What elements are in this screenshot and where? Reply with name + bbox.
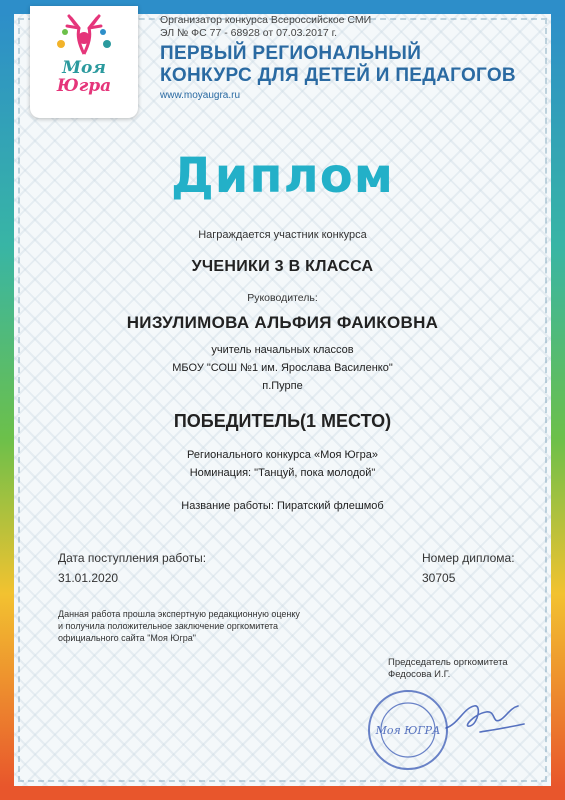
official-stamp-icon	[366, 688, 450, 772]
chair-name: Федосова И.Г.	[388, 669, 451, 680]
position-line3: п.Пурпе	[262, 380, 303, 392]
logo-text-line1: Моя	[62, 58, 106, 78]
date-value: 31.01.2020	[58, 571, 119, 585]
work-title: Название работы: Пиратский флешмоб	[181, 500, 384, 512]
awarded-text: Награждается участник конкурса	[198, 229, 367, 241]
recipient-name: УЧЕНИКИ 3 В КЛАССА	[191, 258, 374, 275]
contest-title-line2: КОНКУРС ДЛЯ ДЕТЕЙ И ПЕДАГОГОВ	[160, 65, 516, 86]
logo-badge	[30, 6, 138, 118]
chair-title: Председатель оргкомитета	[388, 657, 508, 668]
registration-text: ЭЛ № ФС 77 - 68928 от 07.03.2017 г.	[160, 27, 338, 39]
date-label: Дата поступления работы:	[58, 551, 207, 565]
deer-logo-icon	[49, 14, 119, 58]
header-block	[160, 14, 550, 101]
award-place: ПОБЕДИТЕЛЬ(1 МЕСТО)	[173, 411, 392, 431]
expert-note-line3: официального сайта "Моя Югра"	[58, 633, 196, 643]
contest-name: Регионального конкурса «Моя Югра»	[187, 449, 378, 461]
nomination-text: Номинация: "Танцуй, пока молодой"	[189, 467, 376, 479]
chair-block	[388, 657, 508, 681]
expert-note-line2: и получила положительное заключение оргкомитета	[58, 621, 279, 631]
leader-label: Руководитель:	[247, 292, 318, 304]
expert-note	[58, 608, 328, 644]
website-link[interactable]: www.moyaugra.ru	[160, 90, 241, 101]
contest-title	[160, 43, 550, 87]
expert-note-line1: Данная работа прошла экспертную редакционную оценку	[58, 609, 300, 619]
position-line1: учитель начальных классов	[211, 344, 354, 356]
leader-name: НИЗУЛИМОВА АЛЬФИЯ ФАИКОВНА	[126, 313, 439, 332]
diploma-number-value: 30705	[422, 571, 456, 585]
organizer-text: Организатор конкурса Всероссийское СМИ	[160, 14, 372, 26]
signature-icon	[440, 694, 530, 740]
contest-title-line1: ПЕРВЫЙ РЕГИОНАЛЬНЫЙ	[160, 43, 422, 64]
diploma-number-label: Номер диплома:	[422, 551, 515, 565]
position-line2: МБОУ "СОШ №1 им. Ярослава Василенко"	[172, 362, 393, 374]
diploma-title: Диплом	[171, 148, 394, 204]
stamp-center-text: Моя ЮГРА	[375, 724, 441, 737]
logo-text-line2: Югра	[56, 75, 112, 96]
